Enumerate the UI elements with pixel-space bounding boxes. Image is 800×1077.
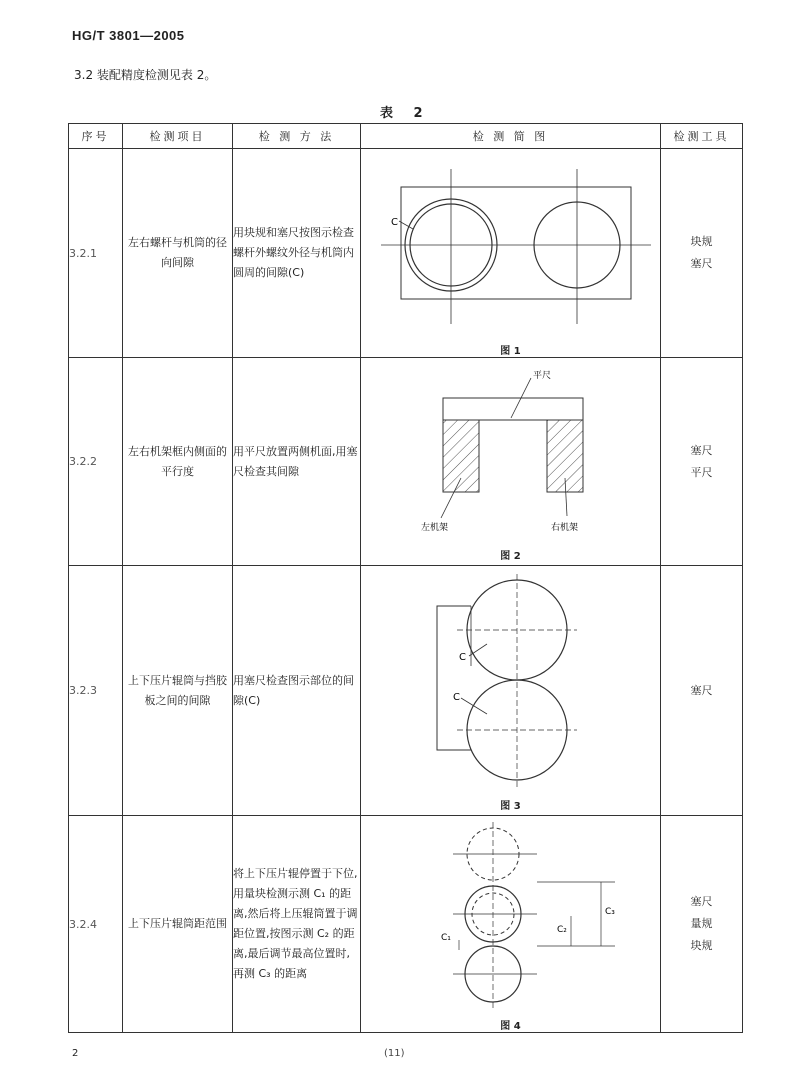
row-figure bbox=[361, 149, 661, 358]
table-row bbox=[69, 566, 743, 816]
table-header-row bbox=[69, 124, 743, 149]
tool-line: 块规 bbox=[690, 235, 713, 248]
table-row bbox=[69, 816, 743, 1033]
row-figure bbox=[361, 816, 661, 1033]
fig3-label-c-top: C bbox=[459, 652, 466, 663]
row-number: 3.2.3 bbox=[69, 566, 123, 816]
row-method: 用平尺放置两侧机面,用塞尺检查其间隙 bbox=[233, 358, 361, 566]
section-heading: 3.2 装配精度检测见表 2。 bbox=[74, 68, 217, 82]
row-item: 上下压片辊筒与挡胶板之间的间隙 bbox=[123, 566, 233, 816]
figure-4-caption: 图 4 bbox=[500, 1021, 521, 1032]
row-tool bbox=[661, 816, 743, 1033]
fig4-label-c2: C₂ bbox=[557, 925, 567, 935]
fig3-label-c-bottom: C bbox=[453, 692, 460, 703]
col-header-method: 检 测 方 法 bbox=[233, 124, 361, 149]
table-row bbox=[69, 358, 743, 566]
row-figure bbox=[361, 566, 661, 816]
figure-2-caption: 图 2 bbox=[500, 551, 521, 562]
tool-line: 块规 bbox=[690, 939, 713, 952]
row-method: 用块规和塞尺按图示检查螺杆外螺纹外径与机筒内圆周的间隙(C) bbox=[233, 149, 361, 358]
row-number: 3.2.1 bbox=[69, 149, 123, 358]
figure-3-diagram bbox=[361, 566, 661, 794]
figure-1-diagram bbox=[361, 149, 661, 339]
spec-table bbox=[68, 123, 743, 1033]
row-method: 将上下压片辊停置于下位,用量块检测示测 C₁ 的距离,然后将上压辊筒置于调距位置,按图示测 C₂ 的距离,最后调节最高位置时,再测 C₃ 的距离 bbox=[233, 816, 361, 1033]
row-item: 左右机架框内侧面的平行度 bbox=[123, 358, 233, 566]
col-header-tool: 检测工具 bbox=[661, 124, 743, 149]
tool-line: 塞尺 bbox=[690, 443, 713, 457]
table-row bbox=[69, 149, 743, 358]
figure-2-diagram bbox=[361, 358, 661, 544]
fig1-label-c: C bbox=[391, 217, 398, 228]
col-header-no: 序号 bbox=[69, 124, 123, 149]
row-tool bbox=[661, 358, 743, 566]
row-number: 3.2.4 bbox=[69, 816, 123, 1033]
footer-center-text: (11) bbox=[384, 1048, 405, 1059]
row-number: 3.2.2 bbox=[69, 358, 123, 566]
row-item: 左右螺杆与机筒的径向间隙 bbox=[123, 149, 233, 358]
fig4-label-c3: C₃ bbox=[605, 907, 615, 917]
tool-line: 塞尺 bbox=[690, 895, 713, 908]
figure-1-caption: 图 1 bbox=[500, 346, 521, 357]
fig4-label-c1: C₁ bbox=[441, 933, 451, 943]
row-tool bbox=[661, 566, 743, 816]
row-item: 上下压片辊筒距范围 bbox=[123, 816, 233, 1033]
col-header-item: 检测项目 bbox=[123, 124, 233, 149]
fig2-label-left-frame: 左机架 bbox=[421, 523, 449, 533]
row-method: 用塞尺检查图示部位的间隙(C) bbox=[233, 566, 361, 816]
tool-line: 塞尺 bbox=[690, 257, 713, 270]
col-header-figure: 检 测 简 图 bbox=[361, 124, 661, 149]
row-tool bbox=[661, 149, 743, 358]
fig2-label-ruler: 平尺 bbox=[533, 371, 552, 381]
figure-4-diagram bbox=[361, 816, 661, 1014]
tool-line: 量规 bbox=[690, 917, 713, 930]
row-figure bbox=[361, 358, 661, 566]
table-title: 表 2 bbox=[380, 106, 431, 121]
fig2-label-right-frame: 右机架 bbox=[551, 523, 579, 533]
tool-line: 塞尺 bbox=[690, 683, 713, 697]
page-number: 2 bbox=[72, 1048, 79, 1059]
figure-3-caption: 图 3 bbox=[500, 801, 521, 812]
standard-code: HG/T 3801—2005 bbox=[72, 28, 185, 43]
tool-line: 平尺 bbox=[690, 465, 713, 479]
